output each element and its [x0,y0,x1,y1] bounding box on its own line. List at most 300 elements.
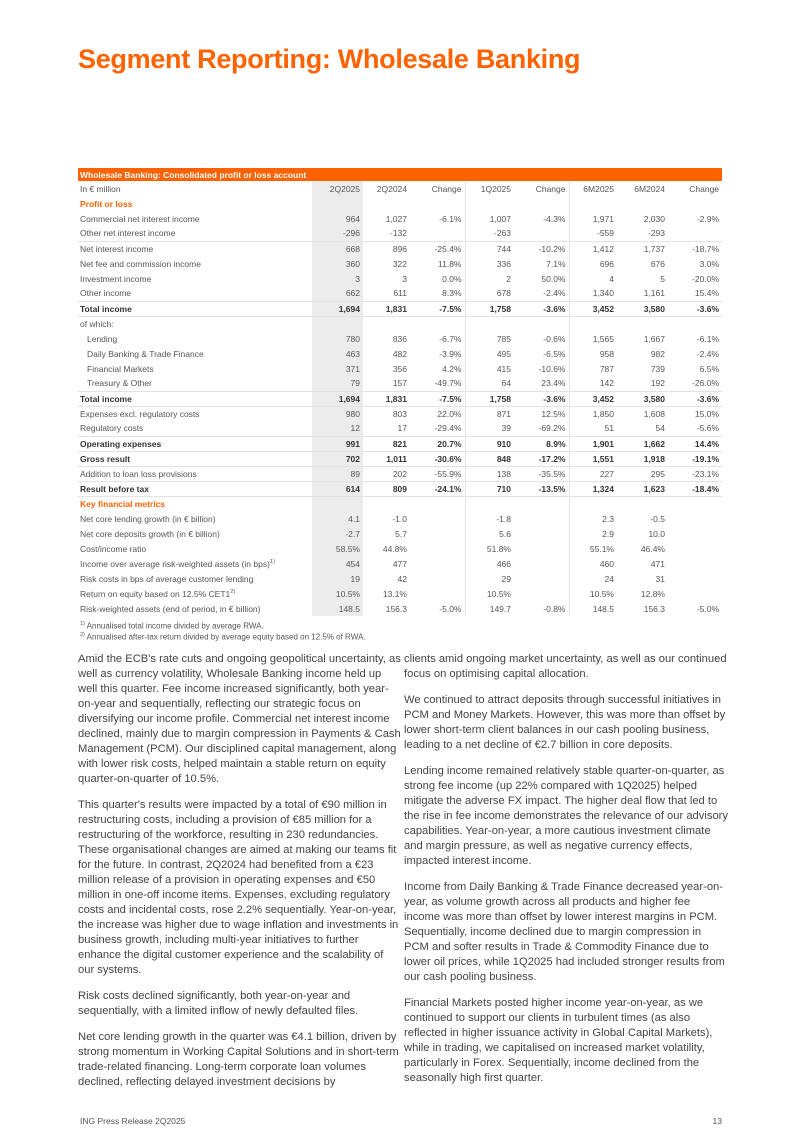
cell-value: 2 [465,271,514,286]
cell-value: 1,324 [569,481,617,496]
row-label-text: Daily Banking & Trade Finance [87,348,204,359]
table-row [78,451,722,466]
cell-value: 31 [655,573,665,584]
table-row [78,586,722,601]
cell-value [569,496,617,511]
cell-value: 8.9% [514,436,569,451]
cell-value: 1,007 [465,211,514,226]
cell-value: -296 [312,226,363,241]
cell-value [465,316,514,331]
cell-value: 415 [465,361,514,376]
cell-value [514,571,569,586]
cell-value: 2.9 [569,526,617,541]
table-row [78,496,722,511]
cell-value: -3.9% [439,348,462,359]
row-label [78,421,312,436]
cell-value: -1.8 [465,511,514,526]
cell-value: 1,737 [617,241,668,256]
cell-value: 1,011 [363,451,410,466]
cell-value: 10.5% [312,586,363,601]
cell-value: 5 [660,273,665,284]
cell-value: -23.1% [668,466,722,481]
cell-value: 12 [312,421,363,436]
footnote-mark: 2) [80,632,85,639]
cell-value: -7.5% [410,391,465,406]
cell-value: -5.0% [439,603,462,614]
cell-value: 5.6 [465,526,514,541]
cell-value: 4 [569,271,617,286]
column-header: 6M2025 [569,181,617,196]
cell-value: 24 [569,571,617,586]
cell-value [312,196,363,211]
cell-value: -6.5% [543,348,566,359]
cell-value: -18.4% [668,481,722,496]
cell-value: 964 [312,211,363,226]
cell-value: 51.8% [465,541,514,556]
cell-value: 1,662 [617,436,668,451]
cell-value: 44.8% [382,543,407,554]
cell-value [410,511,465,526]
cell-value: 89 [312,466,363,481]
cell-value: 780 [312,331,363,346]
cell-value: 1,565 [569,331,617,346]
cell-value [410,316,465,331]
cell-value: -4.3% [543,213,566,224]
cell-value: -55.9% [410,466,465,481]
cell-value: 1,831 [363,301,410,316]
cell-value [514,316,569,331]
cell-value: -0.5 [650,513,665,524]
table-row [78,211,722,226]
cell-value: 676 [650,258,665,269]
cell-value: 79 [312,376,363,391]
footnote-mark: 1) [80,621,85,627]
cell-value: 13.1% [382,588,407,599]
cell-value: 54 [655,423,665,434]
cell-value: 463 [312,346,363,361]
cell-value: 39 [465,421,514,436]
page-number: 13 [712,1116,722,1126]
row-label [78,196,312,211]
cell-value: 678 [465,286,514,301]
table-header-row [78,181,722,196]
row-label [78,286,312,301]
cell-value: 15.0% [668,406,722,421]
cell-value: 6.5% [699,363,720,374]
footnote-ref: 1) [269,558,275,565]
cell-value: 466 [465,556,514,571]
cell-value: 14.4% [668,436,722,451]
cell-value [410,226,465,241]
cell-value: 22.0% [410,406,465,421]
cell-value [363,316,410,331]
table-row [78,301,722,316]
cell-value: -2.7 [312,526,363,541]
cell-value: 696 [569,256,617,271]
cell-value [668,196,722,211]
row-label [78,436,312,451]
table-row [78,556,722,571]
cell-value: 23.4% [541,378,566,389]
cell-value [410,526,465,541]
cell-value [514,496,569,511]
cell-value: 149.7 [465,601,514,616]
cell-value: 1,667 [643,333,665,344]
cell-value: 1,694 [312,391,363,406]
cell-value: 1,850 [569,406,617,421]
cell-value [312,496,363,511]
row-label-text: Risk costs in bps of average customer lending [80,573,254,584]
cell-value: 1,971 [569,211,617,226]
cell-value: 3,452 [569,391,617,406]
cell-value: -20.0% [692,273,720,284]
paragraph: Amid the ECB's rate cuts and ongoing geopolitical uncertainty, as well as currency volatility, Wholesale Banking income held up well this quarter. Fee income increased significantly, both year-on-year and sequentially, reflecting our strategic focus on diversifying our income profile. Commercial net interest income declined, mainly due to margin compression in Payments & Cash Management (PCM). Our disciplined capital management, along with lower risk costs, helped maintain a stable return on equity quarter-on-quarter of 10.5%. [78,653,401,785]
paragraph: This quarter's results were impacted by a total of €90 million in restructuring costs, including a provision of €85 million for a restructuring of the workforce, resulting in 230 redundancies. These organisational changes are aimed at making our teams fit for the future. In contrast, 2Q2024 had benefited from a €23 million release of a provision in operating expenses and €50 million in one-off income items. Expenses, excluding regulatory costs and incidental costs, rose 2.2% sequentially. Year-on-year, the increase was higher due to wage inflation and investments in business growth, including multi-year initiatives to further enhance the digital customer experience and the scalability of our systems. [78,799,399,976]
cell-value: 58.5% [312,541,363,556]
row-label [78,601,312,616]
row-label [78,271,312,286]
cell-value: 10.5% [569,586,617,601]
cell-value: -132 [389,228,407,239]
row-label-text: Gross result [80,453,131,464]
cell-value: 360 [312,256,363,271]
cell-value: -6.1% [696,333,720,344]
table-row [78,466,722,481]
cell-value: 11.8% [438,258,462,269]
row-label [78,316,312,331]
cell-value: -25.4% [410,241,465,256]
footnote-text: Annualised after-tax return divided by average equity based on 12.5% of RWA. [86,632,366,642]
cell-value: 662 [312,286,363,301]
row-label-text: Financial Markets [87,363,154,374]
cell-value: -3.6% [668,301,722,316]
cell-value [569,196,617,211]
cell-value: -2.4% [696,348,720,359]
cell-value: 3 [402,273,407,284]
table-row [78,391,722,406]
cell-value [514,586,569,601]
row-label-text: of which: [80,318,114,329]
right-text-column [404,652,728,1097]
table-row [78,376,722,391]
profit-loss-table [78,168,722,616]
row-label [78,331,312,346]
cell-value: 55.1% [569,541,617,556]
cell-value: 1,027 [385,213,407,224]
cell-value: -0.6% [543,333,566,344]
column-header: 6M2024 [634,183,665,194]
cell-value: -17.2% [514,451,569,466]
cell-value: -3.6% [514,301,569,316]
cell-value: 611 [393,288,407,299]
row-label-text: Risk-weighted assets (end of period, in € billion) [80,603,261,614]
cell-value: -30.6% [410,451,465,466]
footnote [80,620,722,631]
cell-value: 1,623 [617,481,668,496]
cell-value: 910 [465,436,514,451]
paragraph: Financial Markets posted higher income year-on-year, as we continued to support our clients in turbulent times (as also reflected in higher issuance activity in Global Capital Markets), while in trading, we capitalised on increased market volatility, particularly in Forex. Sequentially, income declined from the seasonally high first quarter. [404,997,713,1084]
row-label [78,496,312,511]
cell-value: 10.0 [648,528,665,539]
cell-value: -29.4% [434,423,462,434]
cell-value: 8.3% [442,288,462,299]
cell-value: 454 [312,556,363,571]
row-label-text: Total income [80,393,132,404]
cell-value: -19.1% [668,451,722,466]
cell-value: 148.5 [569,601,617,616]
row-label-text: Return on equity based on 12.5% CET1 [80,588,231,599]
row-label [78,541,312,556]
row-label-text: Net core deposits growth (in € billion) [80,528,220,539]
table-row [78,331,722,346]
row-label [78,211,312,226]
cell-value: -2.4% [543,288,566,299]
cell-value [668,316,722,331]
page-title: Segment Reporting: Wholesale Banking [78,44,581,74]
cell-value: 3 [312,271,363,286]
paragraph: Lending income remained relatively stable quarter-on-quarter, as strong fee income (up 22% compared with 1Q2025) helped mitigate the adverse FX impact. The higher deal flow that led to the rise in fee income demonstrates the relevance of our advisory capabilities. Year-on-year, a more cautious investment climate and margin pressure, as well as negative currency effects, impacted interest income. [404,765,728,867]
cell-value [668,586,722,601]
cell-value: 809 [363,481,410,496]
row-label-text: Income over average risk-weighted assets (in bps) [80,558,270,569]
cell-value [312,316,363,331]
cell-value: 12.8% [640,588,665,599]
cell-value: 3.0% [699,258,720,269]
cell-value: 821 [363,436,410,451]
footer-title: ING Press Release 2Q2025 [80,1116,186,1126]
column-header: 2Q2025 [312,181,363,196]
cell-value [668,226,722,241]
cell-value: -5.6% [696,423,720,434]
cell-value: 471 [650,558,665,569]
cell-value [363,196,410,211]
cell-value: -2.9% [696,213,720,224]
row-label-text: Other income [80,288,132,299]
cell-value: 1,831 [363,391,410,406]
cell-value [514,526,569,541]
cell-value: -6.1% [439,213,462,224]
cell-value: 1,918 [617,451,668,466]
row-label-text: Commercial net interest income [80,213,200,224]
table-row [78,601,722,616]
cell-value: 1,340 [569,286,617,301]
cell-value: 803 [363,406,410,421]
cell-value: 482 [392,348,407,359]
cell-value: 848 [465,451,514,466]
row-label [78,571,312,586]
column-header: 1Q2025 [465,181,514,196]
cell-value [569,316,617,331]
cell-value [410,586,465,601]
cell-value: 295 [617,466,668,481]
row-label [78,451,312,466]
paragraph: Net core lending growth in the quarter was €4.1 billion, driven by strong momentum in Working Capital Solutions and in short-term trade-related financing. Long-term corporate loan volumes declined, reflecting delayed investment decisions by [78,1031,399,1088]
cell-value: 42 [397,573,407,584]
cell-value: -5.0% [696,603,720,614]
row-label-text: Addition to loan loss provisions [80,468,197,479]
cell-value: 3,580 [617,391,668,406]
table-row [78,541,722,556]
cell-value: -3.6% [668,391,722,406]
cell-value [514,541,569,556]
footnotes [80,620,722,642]
table-row [78,346,722,361]
row-label [78,256,312,271]
cell-value [668,541,722,556]
table-row [78,226,722,241]
row-label [78,466,312,481]
cell-value: 702 [312,451,363,466]
row-label [78,376,312,391]
cell-value: -559 [569,226,617,241]
cell-value: 980 [312,406,363,421]
cell-value: 10.5% [465,586,514,601]
row-label [78,481,312,496]
table-caption-row [78,168,722,181]
cell-value: 192 [650,378,665,389]
table-row [78,241,722,256]
cell-value: 1,551 [569,451,617,466]
cell-value: 148.5 [312,601,363,616]
row-label [78,226,312,241]
cell-value: 744 [465,241,514,256]
cell-value: 991 [312,436,363,451]
cell-value: 7.1% [546,258,566,269]
row-label-text: Investment income [80,273,152,284]
cell-value [514,511,569,526]
cell-value: -6.7% [439,333,462,344]
row-label [78,391,312,406]
cell-value: 5.7 [395,528,407,539]
cell-value [410,571,465,586]
cell-value [668,526,722,541]
cell-value: -293 [647,228,665,239]
row-label-text: Other net interest income [80,228,176,239]
cell-value: -10.2% [514,241,569,256]
table-caption: Wholesale Banking: Consolidated profit or loss account [78,168,722,181]
footnote-ref: 2) [230,588,236,595]
cell-value: 46.4% [640,543,665,554]
cell-value: 3,580 [617,301,668,316]
paragraph: Risk costs declined significantly, both year-on-year and sequentially, with a limited inflow of newly defaulted files. [78,990,359,1017]
cell-value: 15.4% [694,288,720,299]
cell-value: 322 [392,258,407,269]
cell-value: -0.8% [543,603,566,614]
cell-value [465,496,514,511]
cell-value: 20.7% [410,436,465,451]
cell-value [668,571,722,586]
cell-value: -10.6% [538,363,566,374]
cell-value: 982 [650,348,665,359]
table-row [78,196,722,211]
cell-value [668,556,722,571]
cell-value: 4.2% [442,363,462,374]
cell-value: -7.5% [410,301,465,316]
cell-value: -49.7% [434,378,462,389]
table-row [78,436,722,451]
cell-value: 1,758 [465,391,514,406]
cell-value: 19 [312,571,363,586]
paragraph: We continued to attract deposits through successful initiatives in PCM and Money Markets. However, this was more than offset by lower short-term client balances in our cash pooling business, leading to a net decline of €2.7 billion in core deposits. [404,694,726,751]
row-label-text: Net core lending growth (in € billion) [80,513,216,524]
cell-value [514,226,569,241]
cell-value: 2,030 [643,213,665,224]
table-row [78,316,722,331]
row-label-text: Net interest income [80,243,154,254]
cell-value: 614 [312,481,363,496]
cell-value: 1,161 [643,288,665,299]
row-label [78,301,312,316]
row-label-text: Regulatory costs [80,423,144,434]
column-header: In € million [80,183,121,194]
footnote-text: Annualised total income divided by average RWA. [86,621,264,631]
row-label-text: Operating expenses [80,438,162,449]
row-label [78,346,312,361]
table-row [78,286,722,301]
cell-value: 156.3 [643,603,665,614]
cell-value: 138 [465,466,514,481]
paragraph: clients amid ongoing market uncertainty, as well as our continued focus on optimising capital allocation. [404,653,727,680]
cell-value: 1,412 [569,241,617,256]
row-label-text: Lending [87,333,118,344]
cell-value: 787 [569,361,617,376]
row-label-text: Net fee and commission income [80,258,201,269]
cell-value: -24.1% [410,481,465,496]
row-label-text: Result before tax [80,483,149,494]
row-label-text: Cost/income ratio [80,543,147,554]
cell-value: -263 [465,226,514,241]
cell-value: 1,901 [569,436,617,451]
cell-value: 64 [465,376,514,391]
cell-value: 3,452 [569,301,617,316]
column-header: Change [431,183,462,194]
cell-value [617,316,668,331]
row-label [78,361,312,376]
cell-value [410,556,465,571]
row-label [78,556,312,571]
cell-value: 871 [465,406,514,421]
table-row [78,256,722,271]
cell-value [668,496,722,511]
cell-value: -35.5% [514,466,569,481]
table-row [78,406,722,421]
table-section [78,168,722,642]
row-label [78,241,312,256]
cell-value: 2.3 [569,511,617,526]
cell-value [514,196,569,211]
cell-value: -3.6% [514,391,569,406]
left-text-column [78,652,402,1101]
cell-value [514,556,569,571]
cell-value: 495 [465,346,514,361]
cell-value: 958 [569,346,617,361]
cell-value: 156.3 [385,603,407,614]
cell-value: 17 [397,423,407,434]
cell-value: 668 [312,241,363,256]
column-header: 2Q2024 [376,183,407,194]
cell-value: 336 [465,256,514,271]
cell-value: 356 [392,363,407,374]
row-label-text: Profit or loss [80,198,133,209]
row-label [78,511,312,526]
footnote [80,631,722,642]
cell-value: 460 [569,556,617,571]
paragraph: Income from Daily Banking & Trade Finance decreased year-on-year, as volume growth across all products and higher fee income was more than offset by lower interest margins in PCM. Sequentially, income declined due to margin compression in PCM and softer results in Trade & Commodity Finance due to lower oil prices, while 1Q2025 had included stronger results from our cash pooling business. [404,881,725,983]
cell-value [617,196,668,211]
cell-value [363,496,410,511]
column-header: Change [689,183,720,194]
table-row [78,361,722,376]
